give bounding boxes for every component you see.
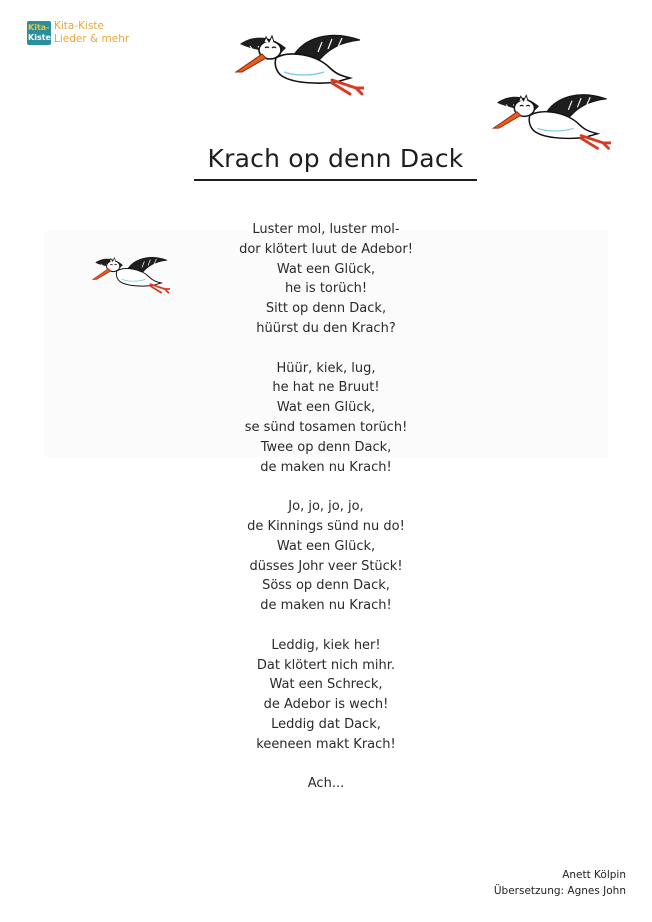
logo: [27, 21, 157, 51]
stork-icon: [232, 28, 364, 98]
poem-line: Wat een Schreck,: [269, 677, 383, 693]
logo-mark-line2: Kiste: [28, 33, 51, 42]
logo-tagline: Lieder & mehr: [54, 33, 130, 45]
poem-line: se sünd tosamen torüch!: [244, 419, 408, 435]
poem-line: Ach...: [307, 776, 345, 792]
poem-line: de Kinnings sünd nu do!: [247, 518, 405, 534]
poem-line: de maken nu Krach!: [260, 459, 392, 475]
poem-line: Luster mol, luster mol-: [252, 222, 400, 237]
poem-line: Söss op denn Dack,: [262, 578, 390, 594]
stanza: [126, 497, 526, 616]
credits: [494, 867, 626, 899]
poem-line: dor klötert luut de Adebor!: [239, 241, 413, 257]
poem-line: Wat een Glück,: [276, 400, 376, 416]
translation-credit: Übersetzung: Agnes John: [493, 885, 626, 897]
poem-line: de maken nu Krach!: [260, 598, 392, 614]
stork-icon: [489, 88, 611, 152]
poem-line: düsses Johr veer Stück!: [249, 558, 403, 574]
logo-mark: [27, 21, 51, 45]
poem-line: Leddig, kiek her!: [271, 637, 381, 653]
poem-line: Dat klötert nich mihr.: [256, 657, 396, 673]
poem: [126, 220, 526, 814]
poem-line: Sitt op denn Dack,: [265, 301, 387, 317]
logo-mark-line1: Kita-: [28, 23, 50, 32]
poem-line: Twee op denn Dack,: [260, 439, 392, 455]
poem-line: Wat een Glück,: [276, 538, 376, 554]
stanza: [126, 774, 526, 794]
title-underline: [194, 179, 477, 181]
author-credit: Anett Kölpin: [562, 869, 626, 881]
poem-line: Wat een Glück,: [276, 261, 376, 277]
page-title: Krach op denn Dack: [207, 144, 464, 173]
poem-line: he is torüch!: [284, 281, 368, 297]
stanza: [126, 636, 526, 755]
poem-line: de Adebor is wech!: [263, 697, 389, 713]
logo-text: [54, 20, 129, 46]
poem-line: Leddig dat Dack,: [271, 716, 381, 732]
stanza: [126, 359, 526, 478]
logo-name: Kita-Kiste: [54, 20, 104, 32]
poem-line: Jo, jo, jo, jo,: [288, 499, 364, 515]
poem-line: Hüür, kiek, lug,: [276, 360, 376, 376]
poem-line: he hat ne Bruut!: [272, 380, 380, 396]
poem-line: hüürst du den Krach?: [256, 320, 396, 336]
poem-line: keeneen makt Krach!: [256, 736, 396, 752]
stanza: [126, 220, 526, 339]
